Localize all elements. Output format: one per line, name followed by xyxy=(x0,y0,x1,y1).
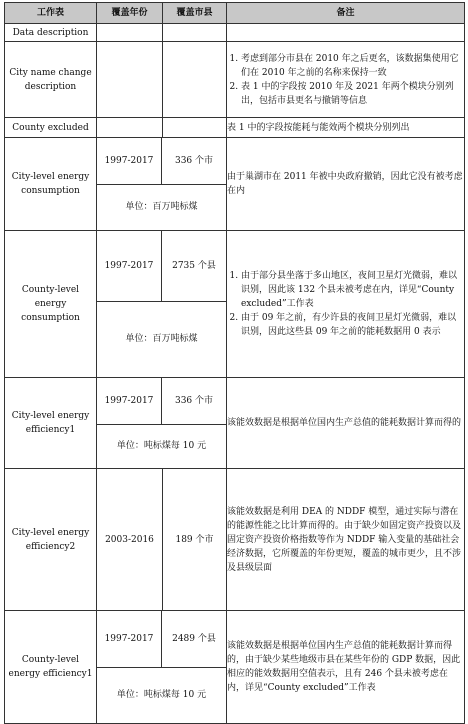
sheet-name: City-level energy efficiency2 xyxy=(5,469,97,611)
note-item: 2. 由于 09 年之前，有少许县的夜间卫星灯光微弱，难以识别，因此这些县 09 年之前的能耗数据用 0 表示 xyxy=(241,311,464,339)
table-row xyxy=(5,611,465,724)
empty-cell xyxy=(163,42,227,118)
table-row xyxy=(5,378,465,469)
sheet-name: City-level energy efficiency1 xyxy=(5,378,97,469)
years-value: 1997-2017 xyxy=(97,611,162,667)
note-cell: 该能效数据是利用 DEA 的 NDDF 模型，通过实际与潜在的能源性能之比计算而得的。由于缺少如固定资产投资以及固定资产投资价格指数等作为 NDDF 输入变量的基础社会经济数据，它所覆盖的年份更短，覆盖的城市更少，且不涉及县级层面 xyxy=(227,469,465,611)
count-value: 189 个市 xyxy=(163,469,227,611)
header-notes: 备注 xyxy=(227,3,465,24)
count-value: 336 个市 xyxy=(162,138,227,184)
count-value: 2735 个县 xyxy=(162,231,227,301)
note-cell xyxy=(227,231,465,378)
table-row xyxy=(5,24,465,42)
years-value: 2003-2016 xyxy=(97,469,163,611)
empty-cell xyxy=(163,24,227,42)
note-item: 1. 由于部分县坐落于多山地区，夜间卫星灯光微弱，难以识别，因此该 132 个县未被考虑在内，详见“County excluded”工作表 xyxy=(241,269,464,311)
years-value: 1997-2017 xyxy=(97,231,162,301)
count-value: 2489 个县 xyxy=(162,611,227,667)
note-cell xyxy=(227,42,465,118)
years-count-cell xyxy=(97,231,227,378)
empty-cell xyxy=(163,118,227,138)
header-sheet: 工作表 xyxy=(5,3,97,24)
unit-value: 单位：吨标煤每 10 元 xyxy=(116,441,207,452)
note-item: 1. 考虑到部分市县在 2010 年之后更名，该数据集使用它们在 2010 年之前的名称来保持一致 xyxy=(241,52,464,80)
empty-cell xyxy=(97,42,163,118)
sheet-name: County excluded xyxy=(5,118,97,138)
years-count-cell xyxy=(97,138,227,231)
years-value: 1997-2017 xyxy=(97,138,162,184)
sheet-name: Data description xyxy=(5,24,97,42)
note-cell: 该能效数据是根据单位国内生产总值的能耗数据计算而得的 xyxy=(227,378,465,469)
unit-value: 单位：百万吨标煤 xyxy=(125,202,198,213)
sheet-name: County-level energy efficiency1 xyxy=(5,611,97,724)
header-years: 覆盖年份 xyxy=(97,3,163,24)
note-item: 2. 表 1 中的字段按 2010 年及 2021 年两个模块分别列出，包括市县更名与撤销等信息 xyxy=(241,80,464,108)
table-row xyxy=(5,42,465,118)
empty-cell xyxy=(97,24,163,42)
sheet-name: County-level energy consumption xyxy=(5,231,97,378)
note-cell: 由于巢湖市在 2011 年被中央政府撤销，因此它没有被考虑在内 xyxy=(227,138,465,231)
table-row xyxy=(5,138,465,231)
years-count-cell xyxy=(97,378,227,469)
note-cell: 该能效数据是根据单位国内生产总值的能耗数据计算而得的，由于缺少某些地级市县在某些年份的 GDP 数据，因此相应的能效数据用空值表示，且有 246 个县未被考虑在内，详见“County excluded”工作表 xyxy=(227,611,465,724)
years-count-cell xyxy=(97,611,227,724)
empty-cell xyxy=(97,118,163,138)
table-row xyxy=(5,469,465,611)
header-row xyxy=(5,3,465,24)
years-value: 1997-2017 xyxy=(97,378,162,424)
sheet-name: City name change description xyxy=(5,42,97,118)
empty-cell xyxy=(227,24,465,42)
table-row xyxy=(5,231,465,378)
data-sheet-table xyxy=(4,2,465,724)
header-coverage: 覆盖市县 xyxy=(163,3,227,24)
unit-value: 单位：百万吨标煤 xyxy=(125,334,198,345)
note-cell: 表 1 中的字段按能耗与能效两个模块分别列出 xyxy=(227,118,465,138)
unit-value: 单位：吨标煤每 10 元 xyxy=(116,690,207,701)
sheet-name: City-level energy consumption xyxy=(5,138,97,231)
count-value: 336 个市 xyxy=(162,378,227,424)
table-row xyxy=(5,118,465,138)
